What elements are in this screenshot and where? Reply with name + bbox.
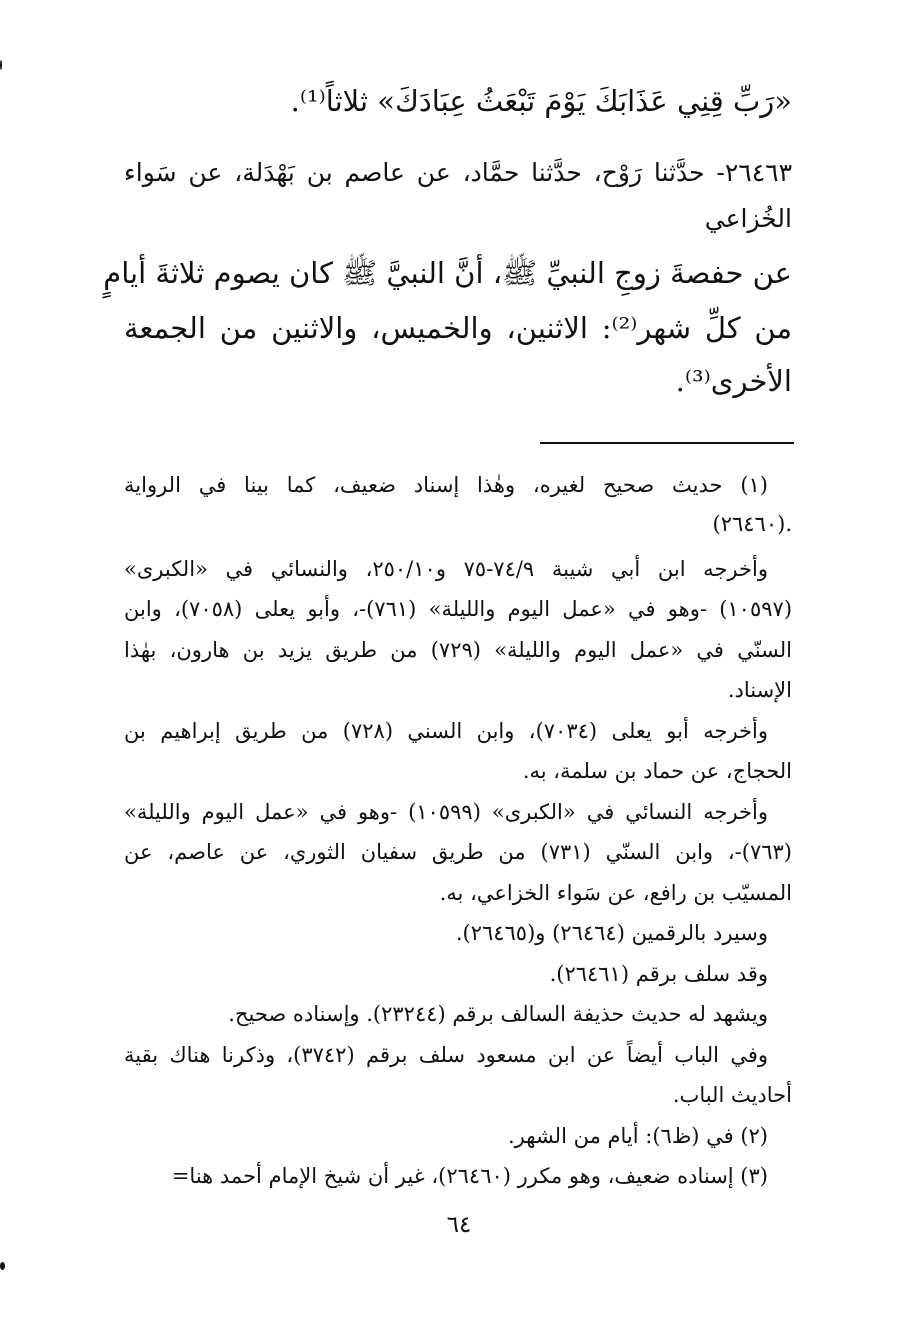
footnote-1-line-15: وفي الباب أيضاً عن ابن مسعود سلف برقم (٣٧٤٢)، وذكرنا هناك بقية	[124, 1043, 768, 1067]
footnote-1-line-13: وقد سلف برقم (٢٦٤٦١).	[549, 962, 768, 986]
scan-edge-mark	[0, 1262, 5, 1270]
footnote-1-line-3: وأخرجه ابن أبي شيبة ٧٤/٩-٧٥ و٢٥٠/١٠، والنسائي في «الكبرى»	[124, 557, 768, 581]
footnote-1-line-11: المسيّب بن رافع، عن سَواء الخزاعي، به.	[439, 881, 792, 905]
footnote-1-line-10: (٧٦٣)-، وابن السنّي (٧٣١) من طريق سفيان الثوري، عن عاصم، عن	[124, 840, 792, 864]
footnote-1-line-2: (٢٦٤٦٠).	[712, 512, 792, 536]
footnote-2: (٢) في (ظ٦): أيام من الشهر.	[508, 1124, 768, 1148]
matn-line-2: من كلِّ شهر⁽²⁾: الاثنين، والخميس، والاثنين من الجمعة	[124, 311, 792, 345]
isnad-line-1: ٢٦٤٦٣- حدَّثنا رَوْح، حدَّثنا حمَّاد، عن عاصم بن بَهْدَلة، عن سَواء	[124, 158, 792, 187]
footnote-1-line-5: السنّي في «عمل اليوم والليلة» (٧٢٩) من طريق يزيد بن هارون، بهٰذا	[124, 638, 793, 662]
page-number: ٦٤	[446, 1212, 472, 1238]
footnote-1-line-7: وأخرجه أبو يعلى (٧٠٣٤)، وابن السني (٧٢٨) من طريق إبراهيم بن	[124, 719, 768, 743]
scan-edge-mark-top	[0, 60, 2, 70]
footnote-1-line-12: وسيرد بالرقمين (٢٦٤٦٤) و(٢٦٤٦٥).	[455, 921, 768, 945]
footnote-1-line-9: وأخرجه النسائي في «الكبرى» (١٠٥٩٩) -وهو في «عمل اليوم والليلة»	[124, 800, 768, 824]
matn-line-1: عن حفصةَ زوجِ النبيِّ ﷺ، أنَّ النبيَّ ﷺ كان يصوم ثلاثةَ أيامٍ	[103, 256, 792, 290]
isnad-line-2: الخُزاعي	[704, 204, 792, 233]
footnote-1-line-4: (١٠٥٩٧) -وهو في «عمل اليوم والليلة» (٧٦١)-، وأبو يعلى (٧٠٥٨)، وابن	[124, 597, 793, 621]
footnote-separator	[540, 442, 794, 444]
footnote-1-line-16: أحاديث الباب.	[672, 1083, 792, 1107]
footnote-3: (٣) إسناده ضعيف، وهو مكرر (٢٦٤٦٠)، غير أن شيخ الإمام أحمد هنا=	[171, 1164, 768, 1188]
footnote-1-line-8: الحجاج، عن حماد بن سلمة، به.	[522, 759, 792, 783]
quote-line: «رَبِّ قِنِي عَذَابَكَ يَوْمَ تَبْعَثُ عِبَادَكَ» ثلاثاً⁽¹⁾.	[290, 84, 792, 118]
footnote-1-line-1: (١) حديث صحيح لغيره، وهٰذا إسناد ضعيف، كما بينا في الرواية	[124, 473, 768, 497]
footnote-1-line-6: الإسناد.	[727, 678, 792, 702]
footnote-1-line-14: ويشهد له حديث حذيفة السالف برقم (٢٣٢٤٤). وإسناده صحيح.	[228, 1002, 768, 1026]
matn-line-3: الأخرى⁽³⁾.	[675, 364, 792, 398]
